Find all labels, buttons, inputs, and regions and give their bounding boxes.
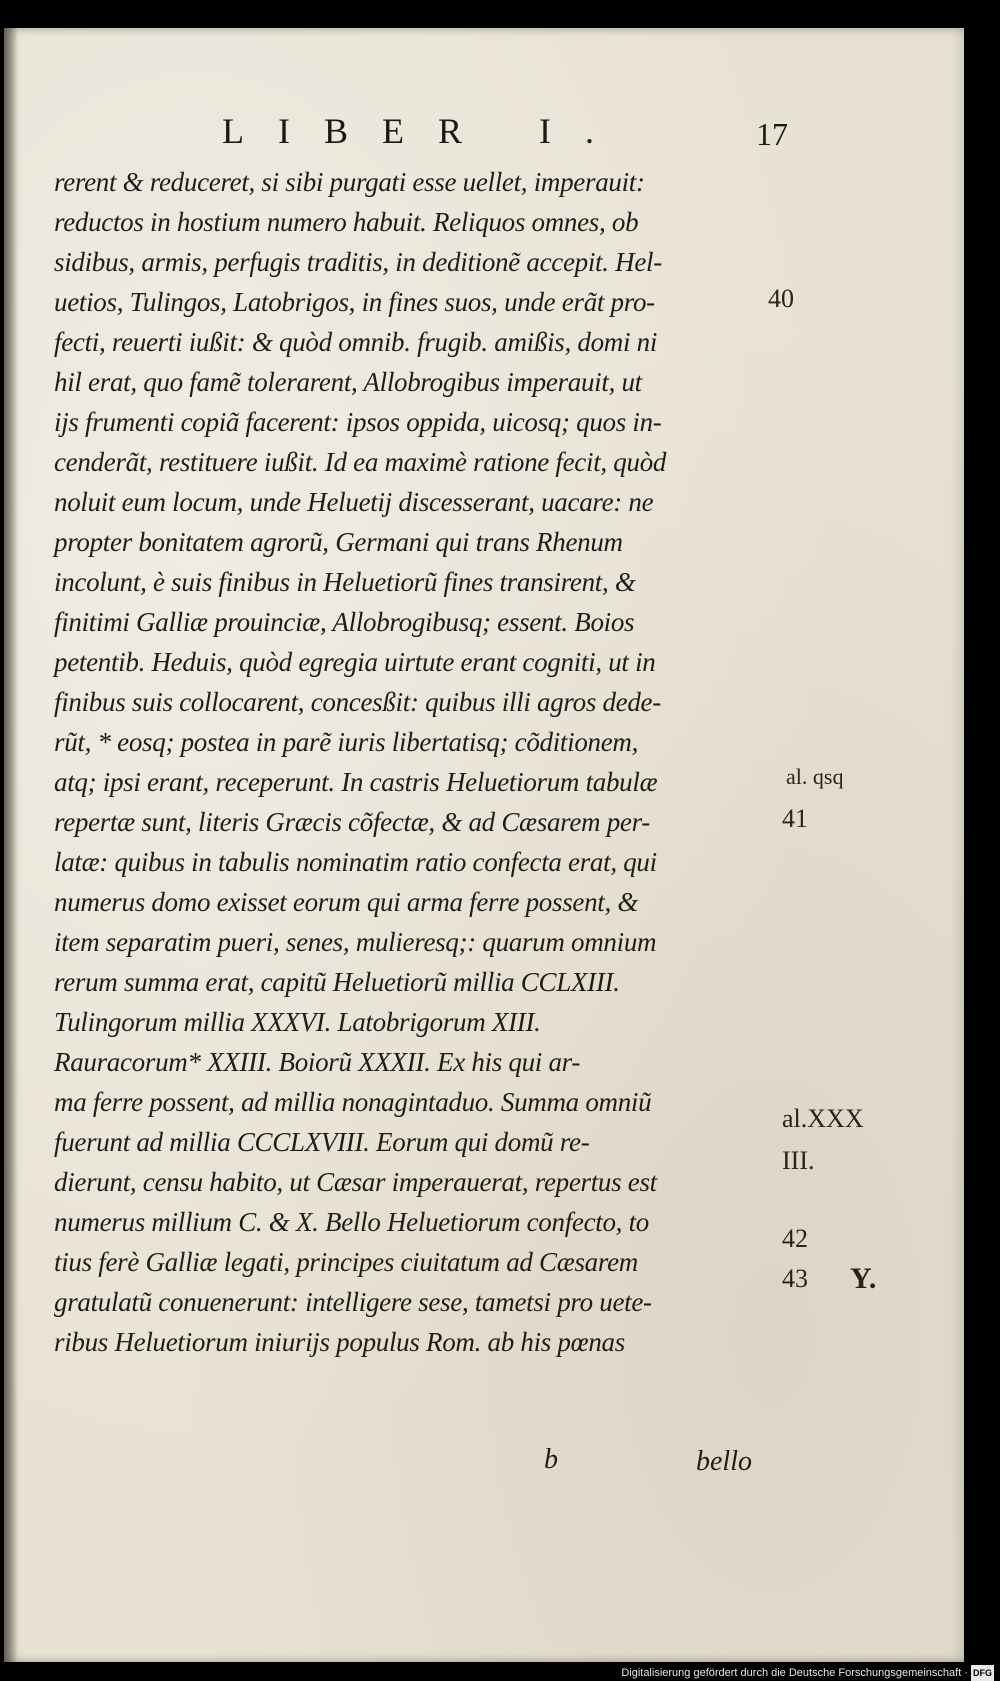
- text-line: finitimi Galliæ prouinciæ, Allobrogibusq; essent. Boios: [54, 607, 635, 637]
- text-line: numerus domo exisset eorum qui arma ferre possent, &: [54, 887, 639, 917]
- margin-note-42: 42: [782, 1224, 808, 1253]
- dfg-logo-icon: DFG: [971, 1665, 994, 1681]
- text-line: atq; ipsi erant, receperunt. In castris Heluetiorum tabulæ: [54, 767, 658, 797]
- text-line: ma ferre possent, ad millia nonagintaduo. Summa omniũ: [54, 1087, 652, 1117]
- text-line: latæ: quibus in tabulis nominatim ratio confecta erat, qui: [54, 847, 657, 877]
- text-line: numerus millium C. & X. Bello Heluetiorum confecto, to: [54, 1207, 649, 1237]
- catchword: bello: [696, 1446, 752, 1477]
- text-line: propter bonitatem agrorũ, Germani qui trans Rhenum: [54, 527, 623, 557]
- text-line: gratulatũ conuenerunt: intelligere sese, tametsi pro uete-: [54, 1287, 652, 1317]
- margin-note-40: 40: [768, 284, 794, 313]
- margin-note-43: 43: [782, 1264, 808, 1293]
- margin-note-iii: III.: [782, 1146, 815, 1175]
- text-line: cenderãt, restituere iußit. Id ea maximè ratione fecit, quòd: [54, 447, 667, 477]
- text-line: ribus Heluetiorum iniurijs populus Rom. ab his pœnas: [54, 1327, 625, 1357]
- text-line: rerent & reduceret, si sibi purgati esse uellet, imperauit:: [54, 167, 645, 197]
- page-spine-shadow: [4, 28, 18, 1662]
- text-line: hil erat, quo famẽ tolerarent, Allobrogibus imperauit, ut: [54, 367, 642, 397]
- digitization-credit: [621, 1665, 994, 1681]
- running-header: LIBER I.: [222, 111, 628, 151]
- text-line: noluit eum locum, unde Heluetij discesserant, uacare: ne: [54, 487, 654, 517]
- page-number: 17: [756, 116, 788, 152]
- text-line: uetios, Tulingos, Latobrigos, in fines suos, unde erãt pro-: [54, 287, 655, 317]
- margin-note-variant-xxx: al.XXX: [782, 1104, 864, 1133]
- text-line: finibus suis collocarent, concesßit: quibus illi agros dede-: [54, 687, 661, 717]
- text-line: Rauracorum* XXIII. Boiorũ XXXII. Ex his qui ar-: [54, 1047, 581, 1077]
- text-line: repertæ sunt, literis Græcis cõfectæ, & ad Cæsarem per-: [54, 807, 650, 837]
- text-line: tius ferè Galliæ legati, principes ciuitatum ad Cæsarem: [54, 1247, 638, 1277]
- text-line: fuerunt ad millia CCCLXVIII. Eorum qui domũ re-: [54, 1127, 590, 1157]
- book-page: [4, 28, 964, 1662]
- margin-note-y: Y.: [850, 1262, 877, 1295]
- margin-note-41: 41: [782, 804, 808, 833]
- text-line: rũt, * eosq; postea in parẽ iuris libertatisq; cõditionem,: [54, 727, 639, 757]
- text-line: incolunt, è suis finibus in Heluetiorũ fines transirent, &: [54, 567, 636, 597]
- text-line: dierunt, censu habito, ut Cæsar imperauerat, repertus est: [54, 1167, 657, 1197]
- margin-note-variant: al. qsq: [786, 764, 844, 789]
- text-line: fecti, reuerti iußit: & quòd omnib. frugib. amißis, domi ni: [54, 327, 658, 357]
- text-line: petentib. Heduis, quòd egregia uirtute erant cogniti, ut in: [54, 647, 656, 677]
- body-text: [54, 162, 794, 1362]
- text-line: ijs frumenti copiã facerent: ipsos oppida, uicosq; quos in-: [54, 407, 662, 437]
- text-line: reductos in hostium numero habuit. Reliquos omnes, ob: [54, 207, 639, 237]
- text-line: rerum summa erat, capitũ Heluetiorũ millia CCLXIII.: [54, 967, 620, 997]
- text-line: sidibus, armis, perfugis traditis, in deditionẽ accepit. Hel-: [54, 247, 662, 277]
- signature-mark: b: [544, 1444, 558, 1475]
- text-line: item separatim pueri, senes, mulieresq;: quarum omnium: [54, 927, 657, 957]
- text-line: Tulingorum millia XXXVI. Latobrigorum XIII.: [54, 1007, 541, 1037]
- credit-text: Digitalisierung gefördert durch die Deutsche Forschungsgemeinschaft ·: [621, 1667, 968, 1679]
